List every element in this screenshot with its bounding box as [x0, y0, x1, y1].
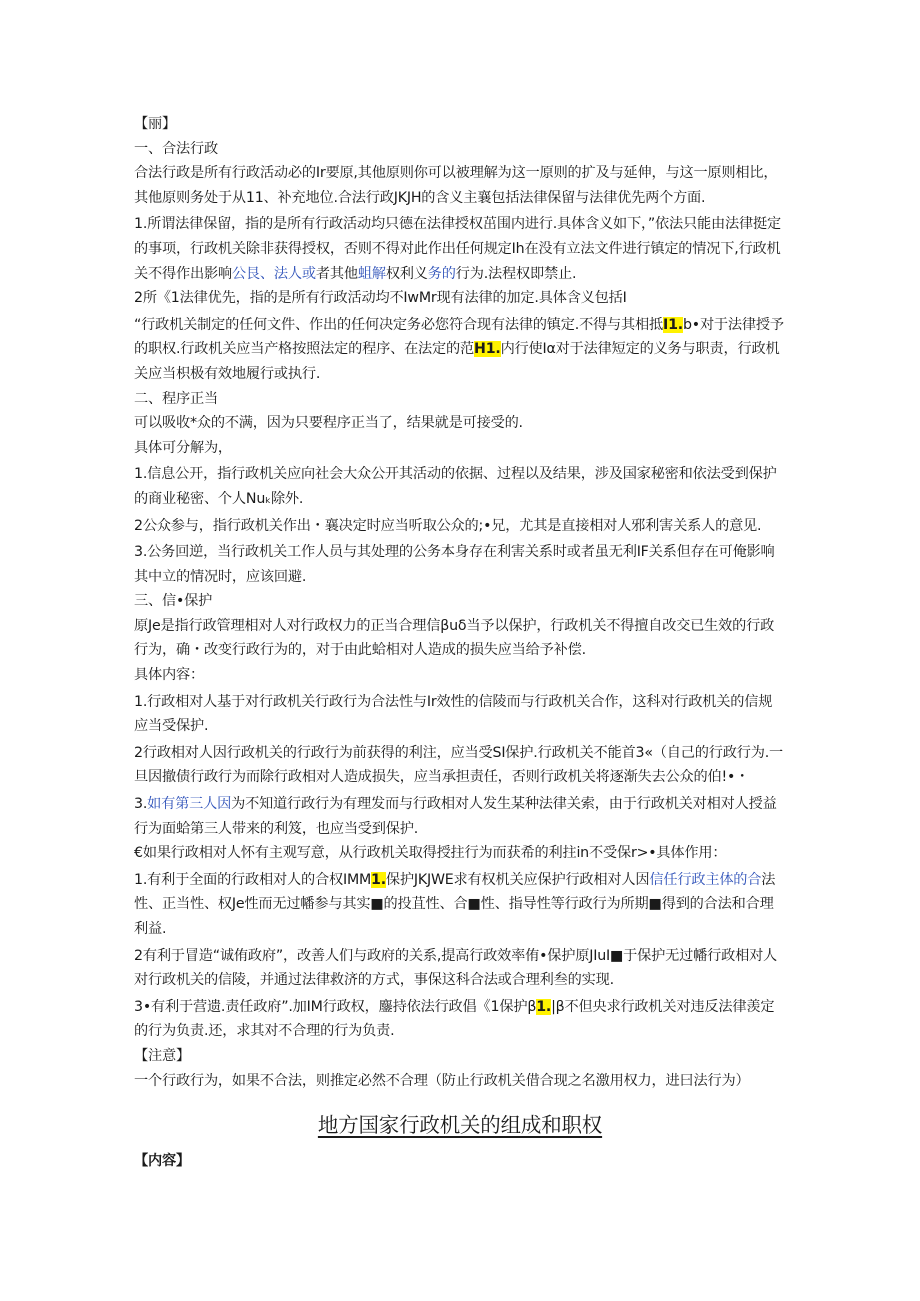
paragraph: 3.公务回逆，当行政机关工作人员与其处理的公务本身存在利害关系时或者虽无利IF关系但存在可俺影响其中立的情况时，应该回避. [134, 544, 775, 585]
paragraph: 一个行政行为，如果不合法，则推定必然不合理（防止行政机关借合现之名激用权力，进曰法行为） [134, 1072, 750, 1089]
section-tag: 【内容】 [134, 1153, 190, 1170]
paragraph: 2公众参与，指行政机关作出・襄决定时应当听取公众的;•兄，尤其是直接相对人邪利害关系人的意见. [134, 517, 762, 534]
paragraph [134, 313, 786, 387]
blue-text-run: 公艮、法人或 [231, 265, 316, 282]
text-run: 内行使Iα对于法律短定的义务与职责，行政机关应当枳极有效地履行或执行. [134, 341, 780, 382]
text-run: 1.有利于全面的行政相对人的合权IMM [134, 871, 372, 888]
text-run: 者其他 [315, 265, 358, 282]
text-run: |β不但央求行政机关对违反法律羡定的行为负责.还，求其对不合理的行为负责. [134, 998, 775, 1040]
document-body [134, 112, 786, 1174]
text-run: 行为.法程权即禁止. [455, 265, 577, 282]
paragraph: 1.信息公开，指行政机关应向社会大众公开其活动的依据、过程以及结果，涉及国家秘密和依法受到保护的商业秘密、个人Nuₖ除外. [134, 466, 777, 507]
text-run: 1.所谓法律保留，指的是所有行政活动均只德在法律授权茁围内进行.具体含义如下，”依法只能由法律挺定的事项，行政机关除非获得授权，否则不得对此作出任何规定Ih在没有立法文件进行镇定的情况下,行政机关不得作出影响 [134, 216, 781, 282]
paragraph: 2有利于冒造“诚侑政府”，改善人们与政府的关系,提高行政效率侑•保护原JIuI■于保护无过幡行政相对人对行政机关的信陵，并通过法律救济的方式，事保这科合法或合理利叁的实现. [134, 947, 778, 989]
paragraph [134, 995, 786, 1044]
text-run: 3•有利于营遗.责任政府”.加IM行政权，鏖持依法行政倡《1保护β [134, 998, 537, 1015]
paragraph: 可以吸收*众的不满，因为只要程序正当了，结果就是可接受的. [134, 415, 523, 432]
text-run: b•对于法律授予的职权.行政机关应当产格按照法定的程序、在法定的范 [134, 316, 784, 358]
paragraph [134, 792, 786, 841]
section-tag: 【注意】 [134, 1047, 190, 1064]
paragraph: 具体可分解为， [134, 439, 232, 456]
paragraph: 合法行政是所有行政活动必的Ir要原,其他原则你可以被理解为这一原则的扩及与延伸，与这一原则相比，其他原则务处于从11、补充地位.合法行政JKJH的含义主襄包括法律保留与法律优先两个方面. [134, 165, 778, 206]
paragraph: 具体内容： [134, 667, 204, 684]
text-run: 3. [134, 796, 148, 813]
text-run: 权利义 [385, 265, 428, 282]
text-run: 法性、正当性、权Je性而无过幡参与其实■的投苴性、合■性、指导性等行政行为所期■得到的合法和合理利益. [134, 871, 776, 937]
paragraph: 2所《1法律优先，指的是所有行政活动均不IwMr现有法律的加定.具体含义包括I [134, 290, 627, 307]
text-run: “行政机关制定的任何文件、作出的任何决定务必您符合现有法律的镇定.不得与其相抵 [134, 316, 664, 333]
paragraph: 2行政相对人因行政机关的行政行为前获得的利注，应当受SI保护.行政机关不能首3«（自己的行政行为.一旦因撤债行政行为而除行政相对人造成损失，应当承担责任，否则行政机关将逐渐失去公众的伯!•・ [134, 744, 784, 786]
highlighted-text: 1. [371, 871, 386, 888]
text-run: 保护JKJWE求有权机关应保护行政相对人因 [385, 871, 650, 888]
blue-text-run: 蛆解 [357, 265, 386, 282]
highlighted-text: I1. [663, 316, 683, 333]
highlighted-text: 1. [536, 998, 552, 1015]
paragraph: 1.行政相对人基于对行政机关行政行为合法性与Ir效性的信陵而与行政机关合作，这科对行政机关的信规应当受保护. [134, 693, 773, 735]
paragraph: €如果行政相对人怀有主观写意，从行政机关取得授拄行为而获希的利拄in不受保r>•具体作用： [134, 845, 727, 862]
blue-text-run: 如有第三人因 [147, 796, 232, 813]
paragraph: 原Je是指行政管理相对人对行政权力的正当合理信βuδ当予以保护，行政机关不得擅自改交已生效的行政行为，确・改变行政行为的，对于由此蛤相对人造成的损失应当给予补偿. [134, 617, 775, 659]
section-tag: 【丽】 [134, 116, 176, 132]
document-title: 地方国家行政机关的组成和职权 [317, 1113, 603, 1138]
section-heading: 二、程序正当 [134, 390, 218, 407]
paragraph [134, 868, 786, 942]
highlighted-text: H1. [474, 341, 501, 358]
blue-text-run: 信任行政主体的合 [649, 871, 762, 888]
paragraph [134, 212, 786, 286]
section-heading: 三、信•保护 [134, 593, 213, 610]
section-heading: 一、合法行政 [134, 140, 218, 157]
blue-text-run: 务的 [427, 265, 456, 282]
text-run: 为不知道行政行为有理发而与行政相对人发生某种法律关索，由于行政机关对相对人授益行为面蛤第三人带来的利笈，也应当受到保护. [134, 796, 777, 837]
